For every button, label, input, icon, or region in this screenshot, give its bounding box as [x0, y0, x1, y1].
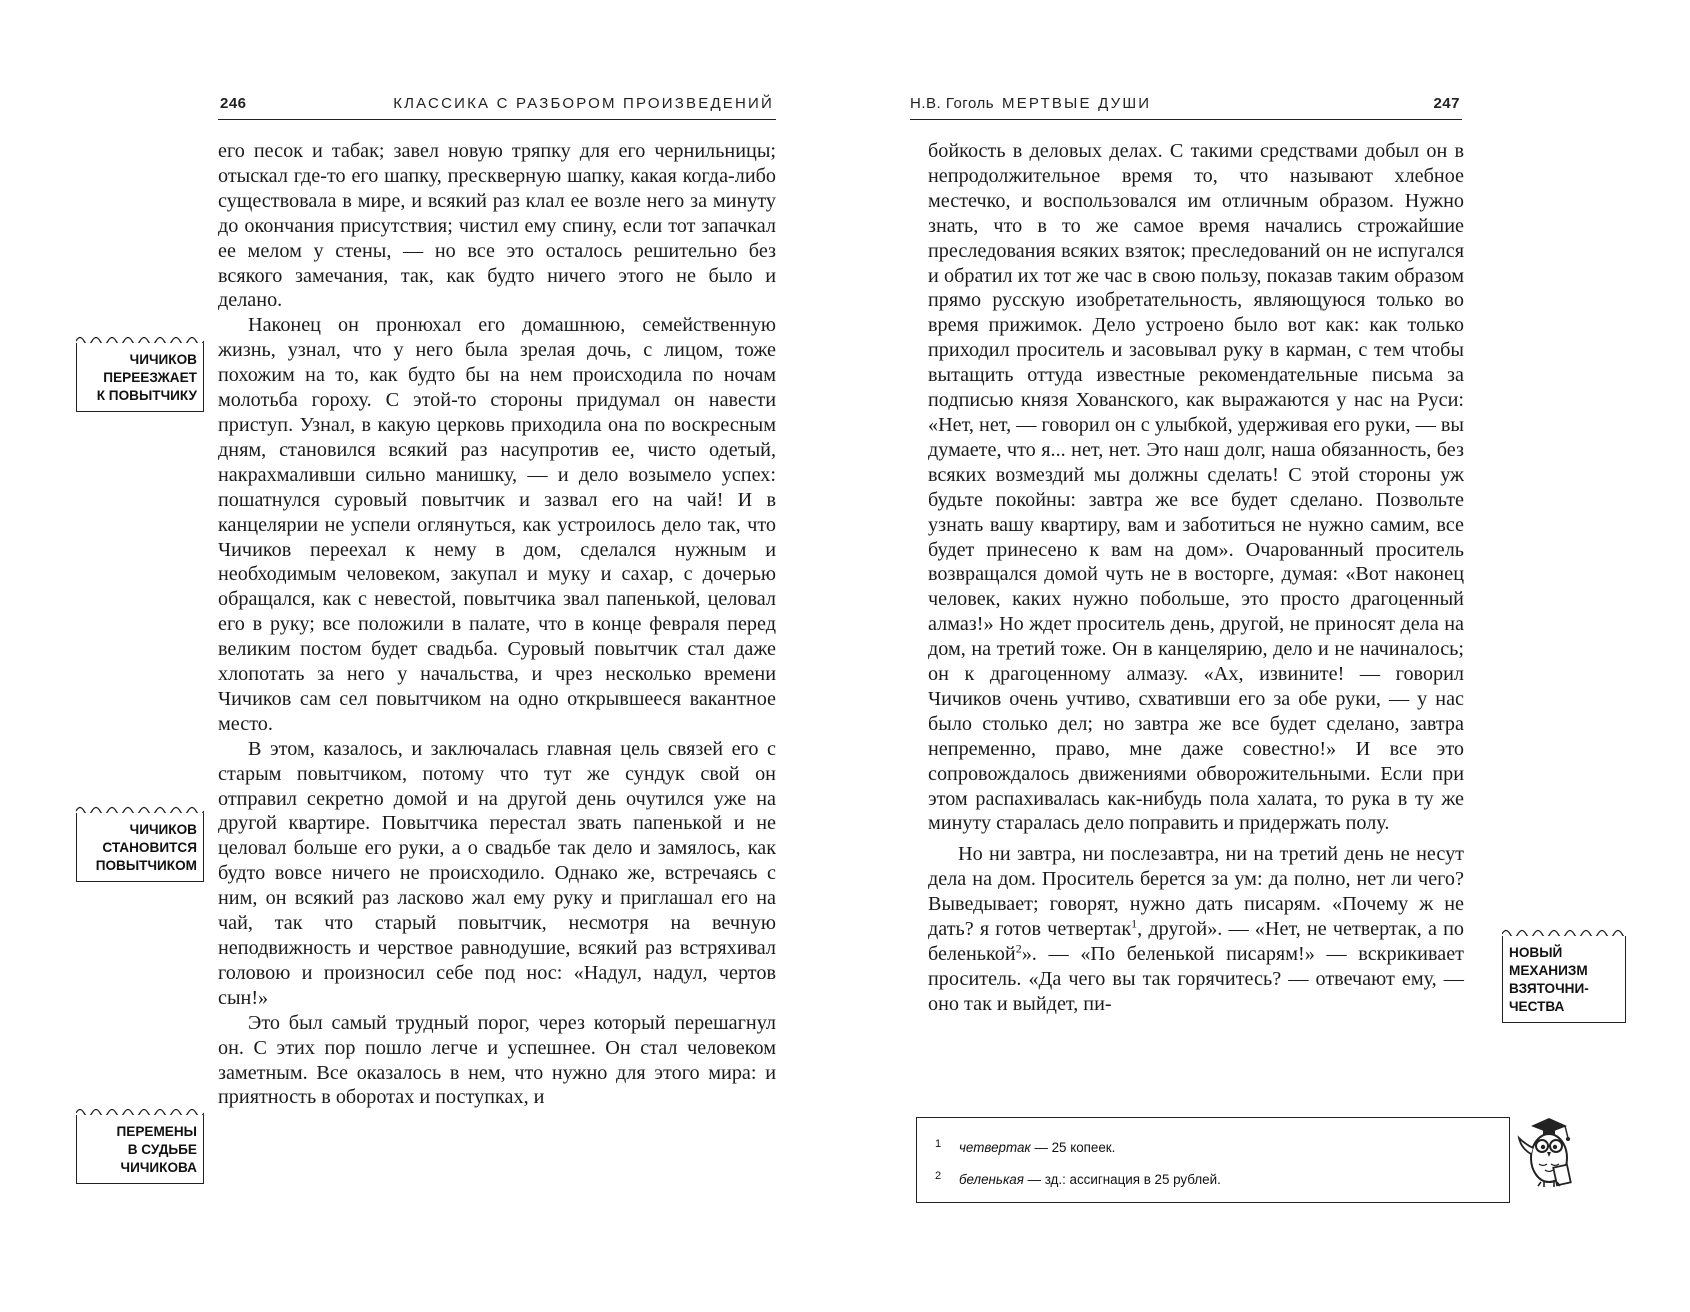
footnotes-box — [916, 1117, 1510, 1203]
footnote-text: — 25 копеек. — [1030, 1140, 1116, 1155]
book-title: МЕРТВЫЕ ДУШИ — [1002, 95, 1152, 112]
margin-note-becomes-clerk — [76, 810, 204, 882]
footnote-marker[interactable]: 1 — [1131, 916, 1138, 931]
margin-note-line: ПЕРЕЕЗЖАЕТ — [103, 370, 197, 385]
margin-note-line: К ПОВЫТЧИКУ — [96, 388, 197, 403]
right-page — [845, 0, 1690, 1312]
footnote-number: 1 — [935, 1138, 942, 1150]
footnote-text: — зд.: ассигнация в 25 рублей. — [1023, 1172, 1221, 1187]
text-run: Но ни завтра, ни послезавтра, ни на третий день не несут дела на дом. Проситель берется за ум: да полно, нет ли чего? Выведывает; говорят, нужно дать писарям. «Почему ж не дать? я готов четвертак — [928, 843, 1464, 941]
margin-note-line: ПЕРЕМЕНЫ — [116, 1124, 197, 1139]
footnote-term: четвертак — [959, 1140, 1031, 1155]
right-text-column — [928, 139, 1464, 1017]
margin-note-bribery-mechanism — [1502, 933, 1626, 1023]
owl-scholar-icon — [1515, 1114, 1581, 1188]
paragraph: его песок и табак; завел новую тряпку для его чернильницы; отыскал где-то его шапку, прескверную шапку, какая когда-либо существовала в мире, и всякий раз клал ее возле него за минуту до окончания присутствия; чистил ему спину, если тот запачкал ее мелом у стены, — но все это осталось решительно без всякого замечания, так, как будто ничего этого не было и делано. — [218, 140, 776, 312]
paragraph: бойкость в деловых делах. С такими средствами добыл он в непродолжительное время то, что называют хлебное местечко, и воспользовался им отличным образом. Нужно знать, что в то же самое время начались строжайшие преследования всяких взяток; преследований он не испугался и обратил их тот же час в свою пользу, показав таким образом прямо русскую изобретательность, являющуюся только во время прижимок. Дело устроено было вот как: как только приходил проситель и засовывал руку в карман, с тем чтобы вытащить оттуда известные рекомендательные письма за подписью князя Хованского, как выражаются у нас на Руси: «Нет, нет, — говорил он с улыбкой, удерживая его руки, — вы думаете, что я... нет, нет. Это наш долг, наша обязанность, без всяких возмездий мы должны сделать! С этой стороны уж будьте покойны: завтра же все будет сделано. Позвольте узнать вашу квартиру, вам и заботиться не нужно самим, все будет принесено к вам на дом». Очарованный проситель возвращался домой чуть не в восторге, думая: «Вот наконец человек, каких нужно побольше, это просто драгоценный алмаз!» Но ждет проситель день, другой, не приносят дела на дом, на третий тоже. Он в канцелярию, дело и не начиналось; он к драгоценному алмазу. «Ах, извините! — говорил Чичиков очень учтиво, схвативши его за обе руки, — у нас было столько дел; но завтра же все будет сделано, завтра непременно, право, мне даже совестно!» И все это сопровождалось движениями обворожительными. Если при этом распахивалась как-нибудь пола халата, то рука в ту же минуту старалась дело поправить и придержать полу. — [928, 140, 1464, 835]
margin-note-line: НОВЫЙ — [1509, 945, 1563, 960]
left-running-title: КЛАССИКА С РАЗБОРОМ ПРОИЗВЕДЕНИЙ — [393, 95, 774, 112]
margin-note-moves-in — [76, 340, 204, 412]
margin-note-line: ВЗЯТОЧНИ- — [1509, 981, 1589, 996]
margin-note-line: В СУДЬБЕ — [127, 1142, 197, 1157]
margin-note-line: ЧИЧИКОВ — [129, 352, 197, 367]
footnote-number: 2 — [935, 1170, 942, 1182]
footnote-1 — [935, 1138, 1115, 1155]
right-page-header — [910, 93, 1462, 120]
right-page-number: 247 — [1433, 95, 1460, 112]
margin-note-line: ПОВЫТЧИКОМ — [95, 858, 197, 873]
paragraph: В этом, казалось, и заключалась главная цель связей его с старым повытчиком, потому что тут же сундук свой он отправил секретно домой и на другой день очутился уже на другой квартире. Повытчика перестал звать папенькой и не целовал больше его руки, а о свадьбе так дело и замялось, как будто вовсе ничего не происходило. Однако же, встречаясь с ним, он всякий раз ласково жал ему руку и приглашал его на чай, так что старый повытчик, несмотря на вечную неподвижность и черствое равнодушие, всякий раз встряхивал головою и произносил себе под нос: «Надул, надул, чертов сын!» — [218, 737, 776, 1009]
footnote-marker[interactable]: 2 — [1015, 941, 1022, 956]
margin-note-line: ЧИЧИКОВ — [129, 822, 197, 837]
margin-note-line: СТАНОВИТСЯ — [102, 840, 197, 855]
margin-note-line: ЧЕСТВА — [1509, 999, 1565, 1014]
left-page-header — [218, 93, 776, 120]
left-text-column — [218, 139, 776, 1110]
margin-note-line: ЧИЧИКОВА — [120, 1160, 197, 1175]
margin-note-fate-changes — [76, 1112, 204, 1184]
right-running-title — [910, 95, 1151, 112]
footnote-2 — [935, 1170, 1221, 1187]
paragraph: Наконец он пронюхал его домашнюю, семейственную жизнь, узнал, что у него была зрелая дочь, с лицом, тоже похожим на то, как будто бы на нем происходила по ночам молотьба гороху. С этой-то стороны придумал он навести приступ. Узнал, в какую церковь приходила она по воскресным дням, становился всякий раз насупротив ее, чисто одетый, накрахмаливши сильно манишку, — и дело возымело успех: пошатнулся суровый повытчик и зазвал его на чай! И в канцелярии не успели оглянуться, как устроилось дело так, что Чичиков переехал к нему в дом, сделался нужным и необходимым человеком, закупал и муку и сахар, с дочерью обращался, как с невестой, повытчика звал папенькой, целовал его в руку; все положили в палате, что в конце февраля перед великим постом будет свадьба. Суровый повытчик стал даже хлопотать за него у начальства, и чрез несколько времени Чичиков сам сел повытчиком на одно открывшееся вакантное место. — [218, 314, 776, 735]
author-name: Н.В. Гоголь — [910, 95, 995, 112]
footnote-term: беленькая — [959, 1172, 1024, 1187]
left-page-number: 246 — [220, 95, 247, 112]
margin-note-line: МЕХАНИЗМ — [1509, 963, 1588, 978]
text-run: ». — «По беленькой писарям!» — вскрикивает проситель. «Да чего вы так горячитесь? — отвечают ему, — оно так и выйдет, пи- — [928, 943, 1464, 1015]
paragraph: Это был самый трудный порог, через который перешагнул он. С этих пор пошло легче и успешнее. Он стал человеком заметным. Все оказалось в нем, что нужно для этого мира: и приятность в оборотах и поступках, и — [218, 1011, 776, 1109]
text-run: , другой». — «Нет, не четвертак, а по беленькой — [928, 918, 1464, 965]
paragraph — [928, 842, 1464, 1016]
